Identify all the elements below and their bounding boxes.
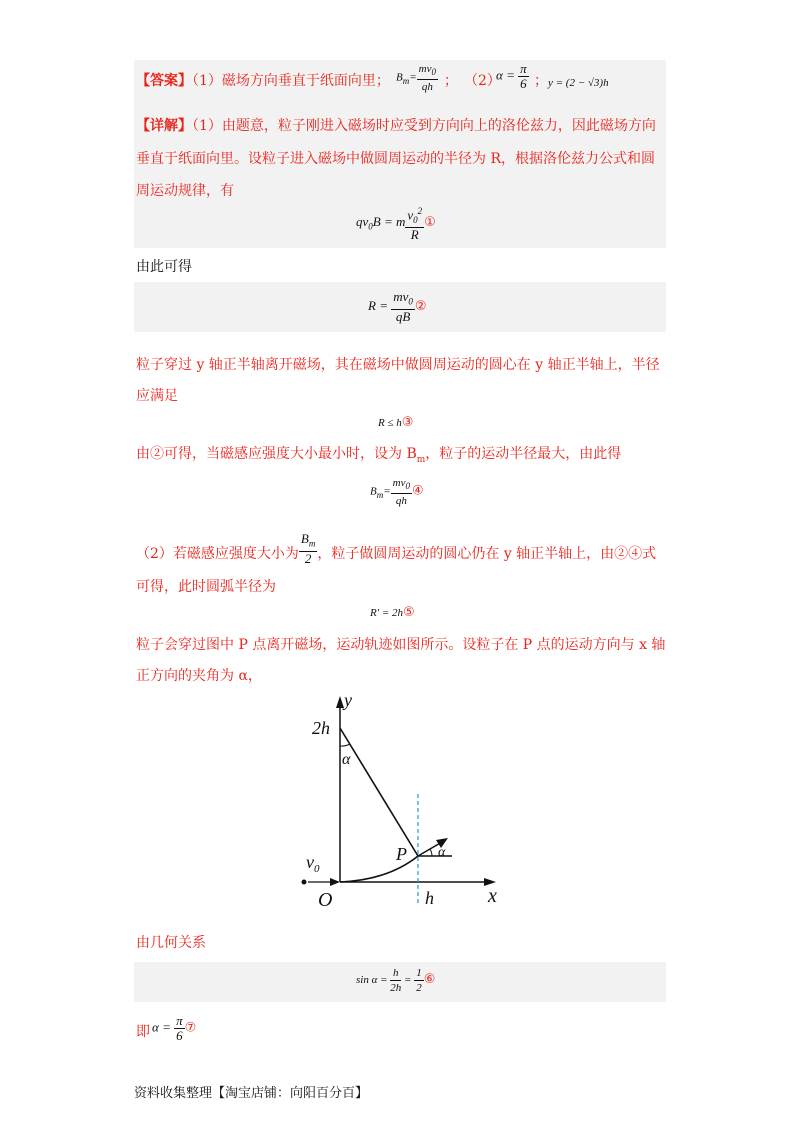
equation-6: sin α = $\frac{h}{2h}$ = $\frac{1}{2}$ ⑥: [356, 967, 436, 994]
explain-line1: 【详解】（1）由题意，粒子刚进入磁场时应受到方向向上的洛伦兹力，因此磁场方向: [136, 118, 656, 134]
text-p1: 粒子会穿过图中 P 点离开磁场，运动轨迹如图所示。设粒子在 P 点的运动方向与 x 轴: [136, 637, 666, 653]
trajectory-diagram: [292, 690, 508, 912]
text-ji-line: 即: [136, 1024, 150, 1040]
label-2h: 2h: [312, 718, 330, 738]
label-alpha-top: α: [342, 751, 351, 768]
v0-arrow-head: [330, 878, 340, 886]
radius-line: [340, 728, 418, 856]
text-keyide: 可得，此时圆弧半径为: [136, 579, 276, 595]
equation-4: $B_m=$ $\frac{mv_0}{qh}$ ④: [370, 477, 424, 508]
alpha-arc-top: [340, 744, 350, 746]
equation-2: R = $\frac{mv_0}{qB}$ ②: [368, 289, 427, 324]
text-ying: 应满足: [136, 388, 178, 404]
answer-line: [136, 73, 390, 89]
text-pass-y: 粒子穿过 y 轴正半轴离开磁场，其在磁场中做圆周运动的圆心在 y 轴正半轴上，半径: [136, 357, 660, 373]
alpha-arc-p: [430, 849, 432, 856]
text-p2: 正方向的夹角为 α，: [136, 668, 262, 684]
y-axis-label: y: [344, 690, 352, 710]
text-you2: 由②可得，当磁感应强度大小最小时，设为 $B_m$，粒子的运动半径最大，由此得: [136, 446, 622, 465]
label-P: P: [396, 844, 407, 864]
text-geo: 由几何关系: [136, 935, 206, 951]
label-v0: $v_0$: [306, 852, 320, 875]
answer-bm-formula: $B_m=$ $\frac{mv_0}{qh}$: [396, 63, 436, 94]
y-axis-arrow: [336, 696, 344, 708]
answer-label: 【答案】: [136, 73, 192, 89]
x-axis-label: x: [488, 885, 497, 907]
text-part2: （2）若磁感应强度大小为 $\frac{B_m}{2}$ ，粒子做圆周运动的圆心仍在 y 轴正半轴上，由②④式: [136, 531, 657, 566]
explain-label: 【详解】: [136, 118, 192, 134]
footer-text: 资料收集整理【淘宝店铺：向阳百分百】: [134, 1086, 369, 1101]
explain-line2: 垂直于纸面向里。设粒子进入磁场中做圆周运动的半径为 R，根据洛伦兹力公式和圆: [136, 151, 655, 167]
equation-7: α = $\frac{\pi}{6}$ ⑦: [152, 1013, 197, 1043]
answer-sep2: ；: [534, 73, 548, 89]
equation-1: $qv_0B = m$ $\frac{v_0^2}{R}$ ①: [356, 206, 436, 242]
label-alpha-p: α: [438, 845, 446, 860]
answer-part2: （2）: [464, 73, 501, 89]
equation-3: R ≤ h③: [378, 415, 414, 430]
answer-y-formula: y = (2 − √3)h: [548, 77, 609, 89]
answer-alpha-formula: α = $\frac{\pi}{6}$: [496, 61, 527, 91]
answer-sep1: ；: [444, 73, 458, 89]
equation-5: R' = 2h⑤: [370, 605, 415, 620]
text-youci: 由此可得: [136, 259, 192, 275]
explain-line3: 周运动规律，有: [136, 183, 234, 199]
origin-label: O: [318, 889, 333, 911]
label-h: h: [425, 888, 434, 908]
particle-dot: [302, 880, 307, 885]
answer-part1: （1）磁场方向垂直于纸面向里；: [192, 73, 390, 89]
